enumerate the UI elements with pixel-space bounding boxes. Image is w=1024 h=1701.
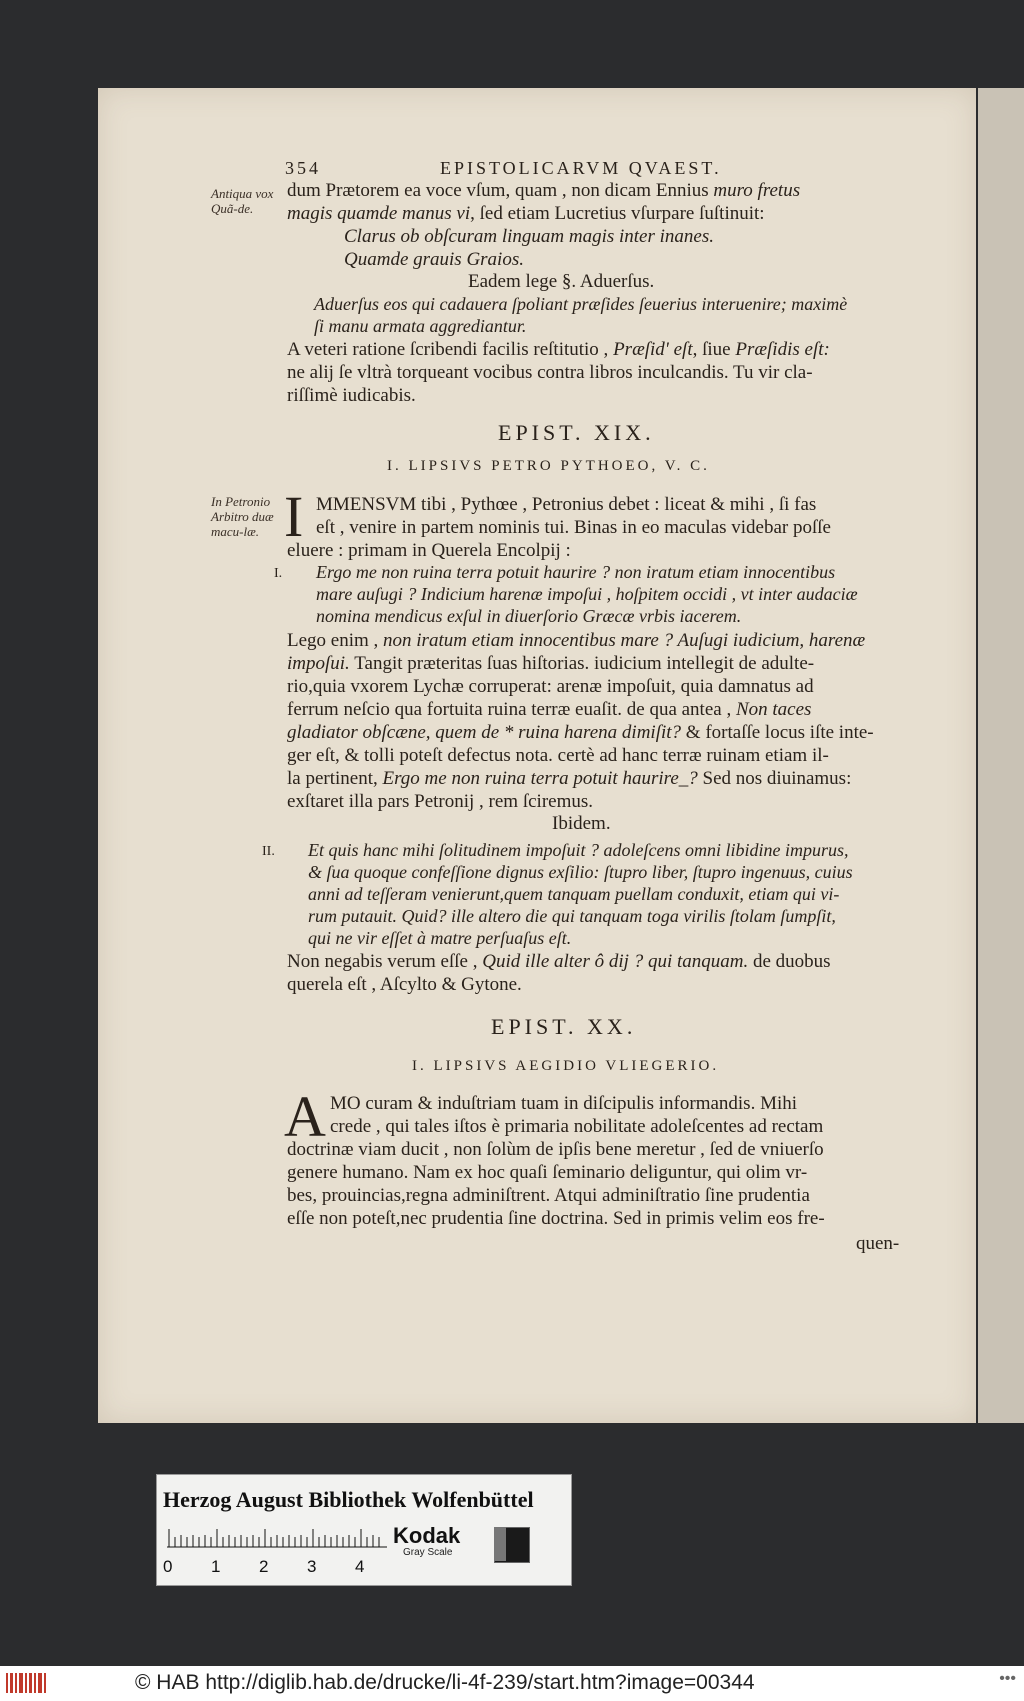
quote-line: Et quis hanc mihi ſolitudinem impoſuit ? adoleſcens omni libidine impurus, [308, 840, 849, 860]
verse-line: Quamde grauis Graios. [344, 249, 524, 270]
text-line: rio,quia vxorem Lychæ corruperat: arenæ impoſuit, quia damnatus ad [287, 676, 814, 697]
gray-scale-label: Gray Scale [403, 1547, 453, 1558]
drop-cap: I [284, 484, 304, 549]
quote-line: mare auſugi ? Indicium harenæ impoſui , hoſpitem occidi , vt inter audaciæ [316, 584, 858, 604]
library-scale-card: Herzog August Bibliothek Wolfenbüttel Kodak Gray Scale 0 1 2 3 4 [156, 1474, 572, 1586]
text-line: doctrinæ viam ducit , non ſolùm de ipſis bene meretur , ſed de vniuerſo [287, 1139, 824, 1160]
footer-bar [0, 1666, 1024, 1701]
text-line: Aduerſus eos qui cadauera ſpoliant præſides ſeuerius interuenire; maximè [314, 294, 848, 314]
verse-line: Clarus ob obſcuram linguam magis inter inanes. [344, 226, 714, 247]
more-icon[interactable]: ••• [999, 1670, 1016, 1687]
epistle-title: EPIST. XIX. [498, 420, 655, 445]
item-number: II. [262, 844, 275, 859]
gray-patch-light [494, 1527, 506, 1561]
text-line: eſt , venire in partem nominis tui. Binas in eo maculas videbar poſſe [316, 517, 831, 538]
text-line: crede , qui tales iſtos è primaria nobilitate adoleſcentes ad rectam [330, 1116, 824, 1137]
text-line: MO curam & induſtriam tuam in diſcipulis informandis. Mihi [330, 1093, 798, 1114]
margin-note-antiqua: Antiqua vox Quã-de. [211, 186, 274, 216]
quote-line: rum putauit. Quid? ille altero die qui tanquam toga virilis ſtolam ſumpſit, [308, 906, 836, 926]
margin-note-petronio: In Petronio Arbitro duæ macu-læ. [211, 494, 274, 539]
ruler-scale-icon [167, 1525, 387, 1551]
drop-cap: A [284, 1084, 326, 1149]
running-head: EPISTOLICARVM QVAEST. [440, 158, 722, 178]
text-line: MMENSVM tibi , Pythœe , Petronius debet : liceat & mihi , ſi fas [316, 494, 817, 515]
quote-line: anni ad teſſeram venierunt,quem tanquam puellam conduxit, etiam qui vi- [308, 884, 840, 904]
text-line: la pertinent, Ergo me non ruina terra potuit haurire_? Sed nos diuinamus: [287, 768, 852, 789]
quote-line: nomina mendicus exſul in diuerſorio Græcæ vrbis iacerem. [316, 606, 742, 626]
text-line: ferrum neſcio qua fortuita ruina terræ euaſit. de qua antea , Non taces [287, 699, 812, 720]
text-line: querela eſt , Aſcylto & Gytone. [287, 974, 522, 995]
text-line: eſſe non poteſt,nec prudentia ſine doctrina. Sed in primis velim eos fre- [287, 1208, 825, 1229]
epistle-address: I. LIPSIVS AEGIDIO VLIEGERIO. [412, 1058, 720, 1074]
text-line: dum Prætorem ea voce vſum, quam , non dicam Ennius muro fretus [287, 180, 801, 201]
text-line: exſtaret illa pars Petronij , rem ſciremus. [287, 791, 594, 812]
text-line: ne alij ſe vltrà torqueant vocibus contra libros inculcandis. Tu vir cla- [287, 362, 813, 383]
section-heading: Eadem lege §. Aduerſus. [468, 271, 655, 292]
text-line: impoſui. Tangit præteritas ſuas hiſtorias. iudicium intellegit de adulte- [287, 653, 815, 674]
hab-logo-icon [5, 1670, 47, 1696]
quote-line: Ergo me non ruina terra potuit haurire ? non iratum etiam innocentibus [316, 562, 836, 582]
page-number: 354 [285, 158, 321, 178]
library-name: Herzog August Bibliothek Wolfenbüttel [163, 1487, 534, 1512]
text-line: riſſimè iudicabis. [287, 385, 416, 406]
epistle-title: EPIST. XX. [491, 1014, 637, 1039]
text-line: Lego enim , non iratum etiam innocentibus mare ? Auſugi iudicium, harenæ [287, 630, 866, 651]
item-number: I. [274, 566, 283, 581]
text-line: bes, prouincias,regna adminiſtrent. Atqui adminiſtratio ſine prudentia [287, 1185, 810, 1206]
italic-quote: muro fretus [713, 180, 801, 201]
adjacent-page-edge [978, 88, 1024, 1423]
epistle-address: I. LIPSIVS PETRO PYTHOEO, V. C. [387, 458, 710, 474]
kodak-brand: Kodak [393, 1523, 461, 1548]
text-line: A veteri ratione ſcribendi facilis reſtitutio , Præſid' eſt, ſiue Præſidis eſt: [287, 339, 830, 360]
text-line: genere humano. Nam ex hoc quaſi ſeminario deliguntur, qui olim vr- [287, 1162, 808, 1183]
section-heading: Ibidem. [552, 813, 611, 834]
quote-line: & ſua quoque confeſſione dignus exſilio: ſtupro liber, ſtupro ingenuus, cuius [308, 862, 853, 882]
text-line: gladiator obſcæne, quem de * ruina harena dimiſit? & fortaſſe locus iſte inte- [287, 722, 874, 743]
catchword: quen- [856, 1233, 900, 1254]
text-line: Non negabis verum eſſe , Quid ille alter ô dij ? qui tanquam. de duobus [287, 951, 831, 972]
text-line: eluere : primam in Querela Encolpij : [287, 540, 571, 561]
copyright-url[interactable]: © HAB http://diglib.hab.de/drucke/li-4f-239/start.htm?image=00344 [135, 1671, 755, 1694]
text-line: ſi manu armata aggrediantur. [314, 316, 527, 336]
text-line: ger eſt, & tolli poteſt defectus nota. certè ad hanc terræ ruinam etiam il- [287, 745, 829, 766]
quote-line: qui ne vir eſſet à matre perſuaſus eſt. [308, 928, 572, 948]
text-line: magis quamde manus vi, ſed etiam Lucretius vſurpare ſuſtinuit: [287, 203, 765, 224]
